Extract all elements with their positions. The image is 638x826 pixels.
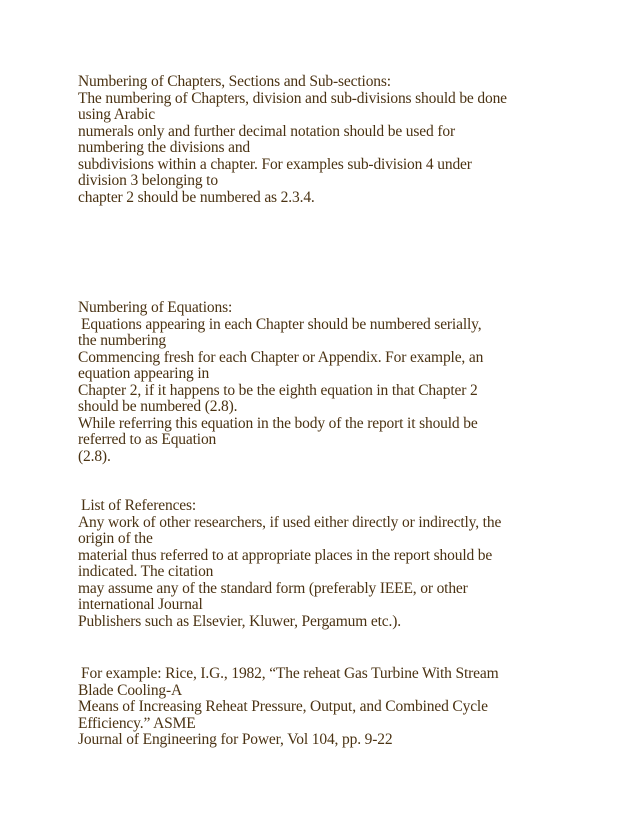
- paragraph-line: referred to as Equation: [78, 431, 217, 448]
- paragraph-line: using Arabic: [78, 106, 155, 123]
- paragraph-line: While referring this equation in the body of the report it should be: [78, 414, 478, 432]
- paragraph-line: The numbering of Chapters, division and sub-divisions should be done: [78, 89, 507, 107]
- paragraph-line: chapter 2 should be numbered as 2.3.4.: [78, 188, 315, 206]
- paragraph-line: division 3 belonging to: [78, 172, 218, 189]
- section-references: [78, 498, 578, 630]
- section-equations: [78, 300, 578, 465]
- paragraph-line: subdivisions within a chapter. For examples sub-division 4 under: [78, 155, 472, 173]
- paragraph-line: Publishers such as Elsevier, Kluwer, Pergamum etc.).: [78, 612, 401, 630]
- section-chapters: [78, 74, 578, 206]
- paragraph-line: material thus referred to at appropriate places in the report should be: [78, 546, 493, 564]
- section-example: [78, 666, 578, 749]
- paragraph-line: origin of the: [78, 530, 153, 547]
- paragraph-line: the numbering: [78, 332, 167, 349]
- paragraph-line: Equations appearing in each Chapter should be numbered serially,: [81, 315, 482, 333]
- example-citation-line: For example: Rice, I.G., 1982, “The reheat Gas Turbine With Stream: [81, 665, 499, 682]
- paragraph-line: should be numbered (2.8).: [78, 398, 238, 415]
- paragraph-line: Any work of other researchers, if used either directly or indirectly, the: [78, 513, 502, 531]
- references-heading: List of References:: [81, 497, 197, 514]
- paragraph-line: Blade Cooling-A: [78, 681, 183, 699]
- paragraph-line: numerals only and further decimal notation should be used for: [78, 122, 455, 140]
- paragraph-line: international Journal: [78, 596, 203, 613]
- paragraph-line: Efficiency.” ASME: [78, 714, 196, 732]
- paragraph-line: may assume any of the standard form (preferably IEEE, or other: [78, 579, 468, 597]
- paragraph-line: Commencing fresh for each Chapter or Appendix. For example, an: [78, 348, 484, 366]
- paragraph-line: Journal of Engineering for Power, Vol 104, pp. 9-22: [78, 731, 393, 748]
- paragraph-line: Means of Increasing Reheat Pressure, Output, and Combined Cycle: [78, 698, 488, 715]
- paragraph-line: numbering the divisions and: [78, 139, 251, 156]
- paragraph-line: Chapter 2, if it happens to be the eighth equation in that Chapter 2: [78, 381, 478, 399]
- paragraph-line: (2.8).: [78, 447, 111, 465]
- equations-heading: Numbering of Equations:: [78, 299, 233, 316]
- paragraph-line: equation appearing in: [78, 365, 210, 382]
- paragraph-line: indicated. The citation: [78, 563, 214, 580]
- chapters-heading: Numbering of Chapters, Sections and Sub-sections:: [78, 73, 391, 90]
